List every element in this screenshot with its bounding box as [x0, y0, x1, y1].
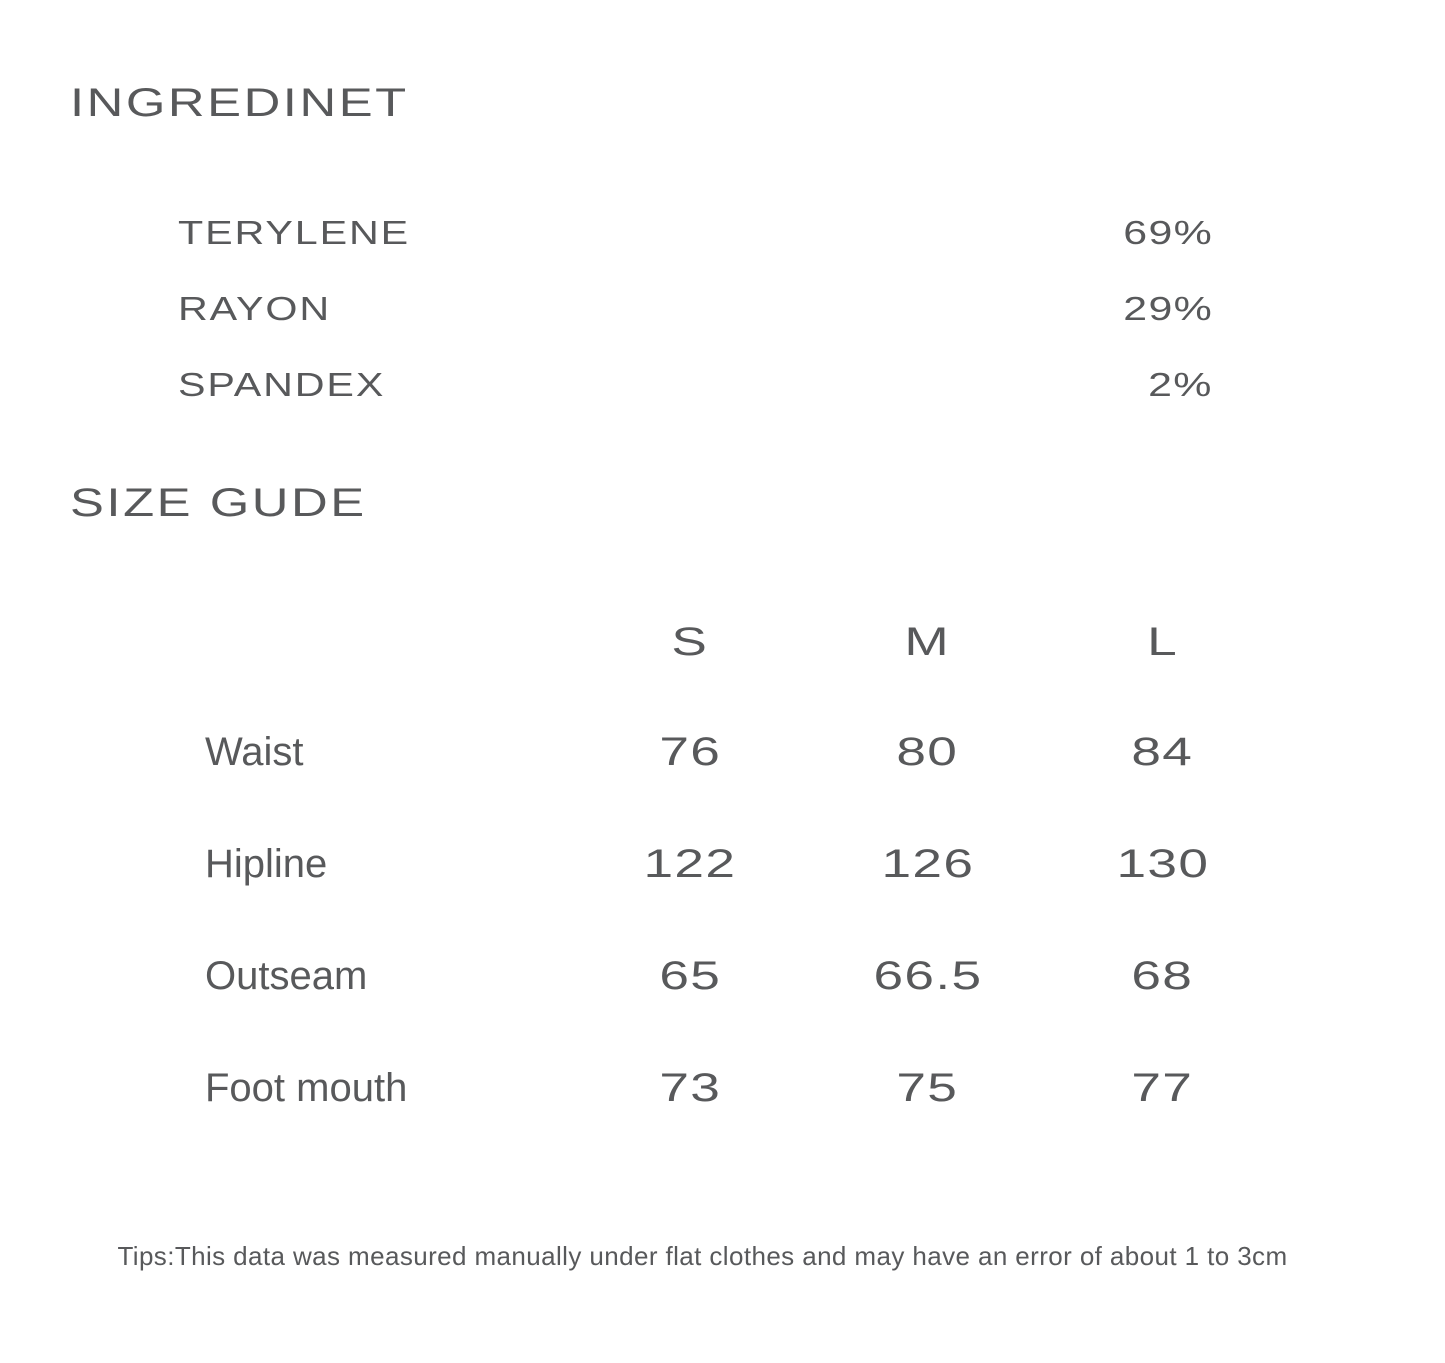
size-value-text: 68: [1131, 954, 1194, 998]
size-value-text: 80: [896, 730, 959, 774]
size-table-header-row: [205, 620, 1280, 664]
size-table-row-hipline: [205, 842, 1280, 886]
tips-note: Tips:This data was measured manually under flat clothes and may have an error of about 1 to 3cm: [117, 1241, 1288, 1271]
size-column-header-l: [1045, 620, 1280, 664]
size-value-cell: [570, 730, 810, 774]
materials-list: [178, 214, 1213, 442]
size-value-cell: [810, 842, 1045, 886]
ingredient-section-title: [70, 80, 409, 126]
size-column-header-m-text: M: [904, 620, 951, 664]
size-value-cell: [810, 730, 1045, 774]
material-name-label: SPANDEX: [178, 366, 386, 403]
material-row: [178, 214, 1213, 290]
size-guide-section-title: [70, 480, 367, 526]
size-value-cell: [1045, 730, 1280, 774]
size-value-text: 122: [643, 842, 737, 886]
size-value-cell: [1045, 1066, 1280, 1110]
size-value-text: 66.5: [873, 954, 982, 998]
size-column-header-s: [570, 620, 810, 664]
size-value-text: 77: [1131, 1066, 1194, 1110]
size-value-cell: [570, 1066, 810, 1110]
size-column-header-l-text: L: [1147, 620, 1178, 664]
size-column-header-s-text: S: [671, 620, 709, 664]
size-value-text: 65: [659, 954, 721, 998]
size-column-header-m: [810, 620, 1045, 664]
size-table-row-outseam: [205, 954, 1280, 998]
measurement-label: Hipline: [205, 842, 328, 886]
material-percent-value: 69%: [1123, 214, 1213, 251]
size-value-cell: [570, 954, 810, 998]
measurement-label: Outseam: [205, 954, 368, 998]
material-row: [178, 290, 1213, 366]
size-table-row-foot-mouth: [205, 1066, 1280, 1110]
size-value-text: 130: [1116, 842, 1209, 886]
size-value-cell: [1045, 842, 1280, 886]
size-value-text: 126: [881, 842, 974, 886]
size-guide-section-title-text: SIZE GUDE: [70, 481, 367, 525]
material-name-label: RAYON: [178, 290, 332, 327]
size-value-text: 73: [659, 1066, 721, 1110]
size-value-cell: [810, 1066, 1045, 1110]
size-value-text: 75: [896, 1066, 959, 1110]
size-value-cell: [570, 842, 810, 886]
size-value-text: 76: [659, 730, 721, 774]
size-value-cell: [1045, 954, 1280, 998]
material-percent-value: 29%: [1123, 290, 1213, 327]
size-table: [205, 620, 1280, 1110]
measurement-label: Waist: [205, 730, 304, 774]
material-name-label: TERYLENE: [178, 214, 411, 251]
material-row: [178, 366, 1213, 442]
size-value-cell: [810, 954, 1045, 998]
ingredient-section-title-text: INGREDINET: [70, 81, 409, 125]
size-table-row-waist: [205, 730, 1280, 774]
measurement-label: Foot mouth: [205, 1066, 408, 1110]
material-percent-value: 2%: [1148, 366, 1213, 403]
size-value-text: 84: [1131, 730, 1194, 774]
